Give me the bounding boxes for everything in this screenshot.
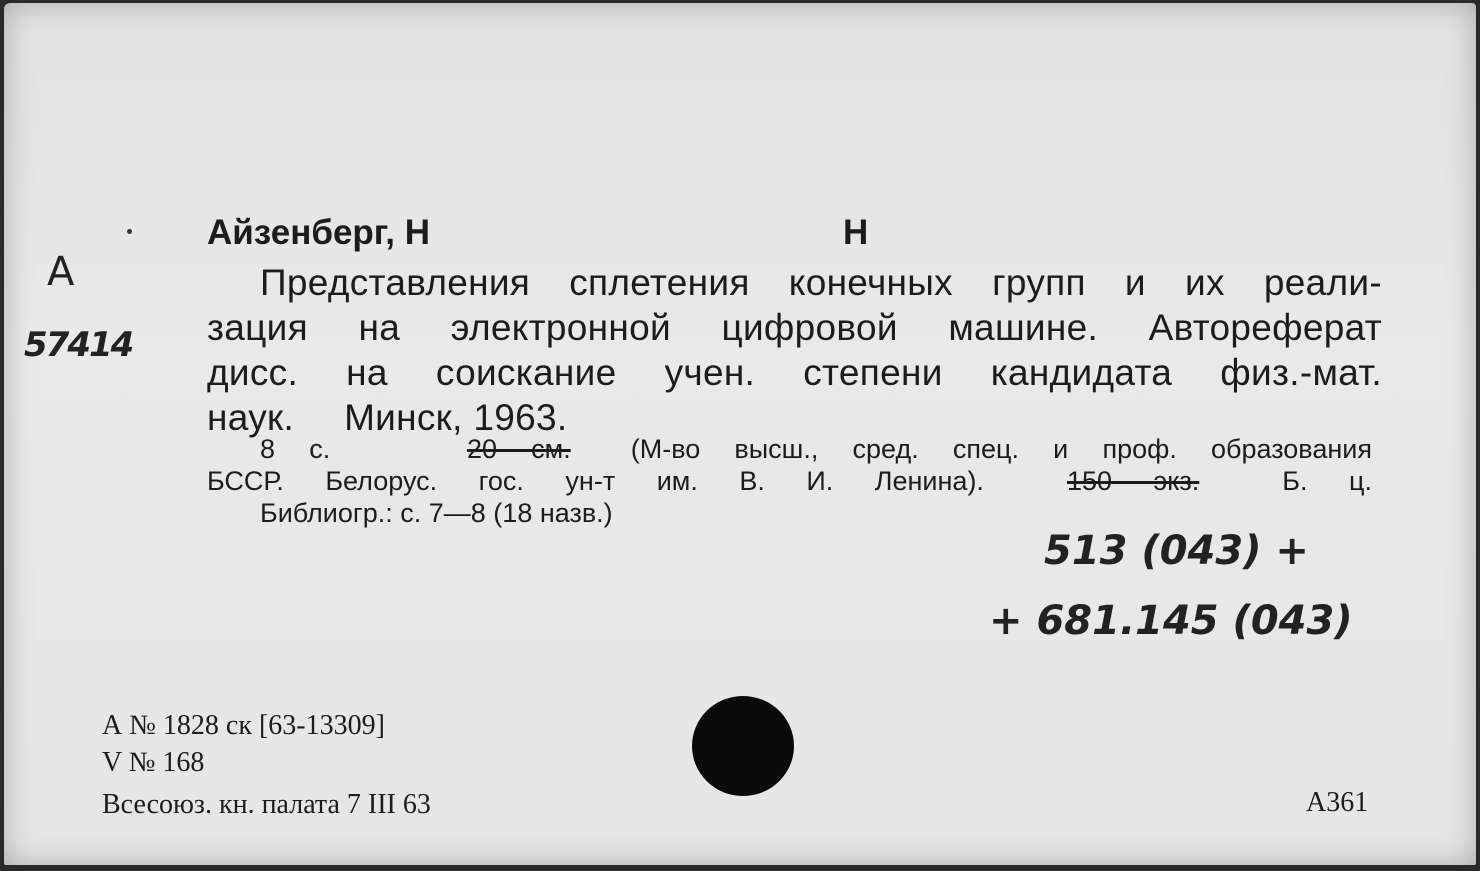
degree-suffix: наук. [207,397,295,438]
registration-line-1: А № 1828 ск [63-13309] [102,710,385,741]
card-code: А361 [1306,787,1369,818]
udc-line-1: 513 (043) + [1044,528,1309,574]
collation-line [207,433,1372,465]
shelf-number: 57414 [24,325,133,365]
catalog-card [4,3,1476,865]
size-struck: 20 см. [466,434,571,464]
udc-line-2: + 681.145 (043) [989,598,1353,644]
place-year: Минск, 1963. [344,397,568,438]
title-block [207,260,1382,440]
copies-struck: 150 экз. [1066,466,1200,496]
publisher-part2: БССР. Белорус. гос. ун-т им. В. И. Ленина). [207,466,984,496]
collation-block [207,433,1372,529]
registration-line-2: V № 168 [102,747,205,778]
publisher-part1: (М-во высш., сред. спец. и проф. образования [630,434,1372,464]
price: Б. ц. [1282,466,1372,496]
title-line: дисс. на соискание учен. степени кандидата физ.-мат. [207,352,1382,393]
title-line: Представления сплетения конечных групп и их реали- [260,262,1382,303]
bibliography-note: Библиогр.: с. 7—8 (18 назв.) [260,498,613,528]
registration-line-3: Всесоюз. кн. палата 7 III 63 [102,789,431,820]
title-line: зация на электронной цифровой машине. Автореферат [207,307,1382,348]
section-mark: А [47,249,75,295]
author-heading: Айзенберг, Н [207,213,431,252]
punch-hole [692,696,794,796]
collation-line [207,465,1372,497]
margin-dot [127,229,132,234]
pages: 8 с. [260,434,331,464]
author-second-initial: Н [843,213,869,252]
